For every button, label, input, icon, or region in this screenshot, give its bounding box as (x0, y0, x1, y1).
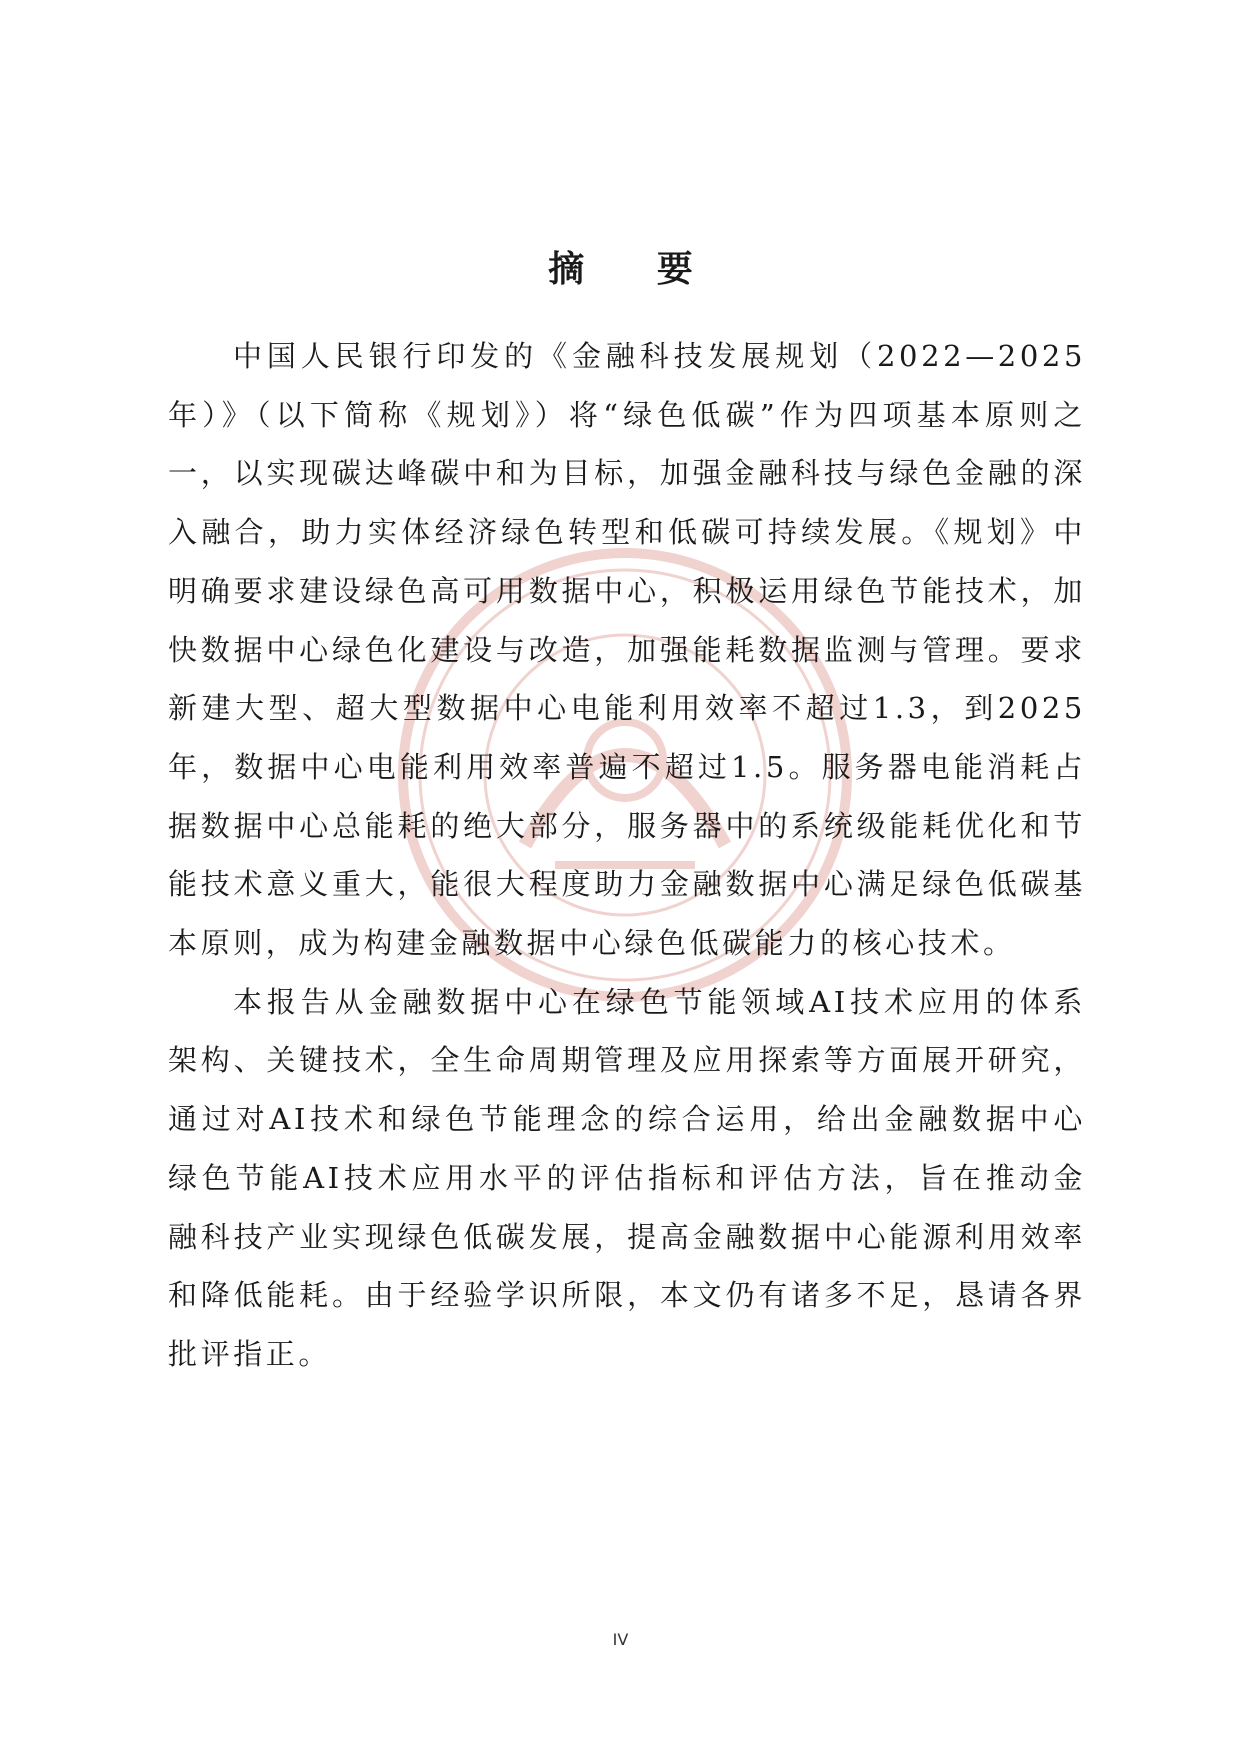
abstract-paragraph: 中国人民银行印发的《金融科技发展规划（2022—2025年）》（以下简称《规划》）将“绿色低碳”作为四项基本原则之一，以实现碳达峰碳中和为目标，加强金融科技与绿色金融的深入融合，助力实体经济绿色转型和低碳可持续发展。《规划》中明确要求建设绿色高可用数据中心，积极运用绿色节能技术，加快数据中心绿色化建设与改造，加强能耗数据监测与管理。要求新建大型、超大型数据中心电能利用效率不超过1.3，到2025年，数据中心电能利用效率普遍不超过1.5。服务器电能消耗占据数据中心总能耗的绝大部分，服务器中的系统级能耗优化和节能技术意义重大，能很大程度助力金融数据中心满足绿色低碳基本原则，成为构建金融数据中心绿色低碳能力的核心技术。 (168, 339, 1086, 961)
page-number: IV (612, 1630, 629, 1649)
page-title: 摘 要 (548, 249, 723, 291)
abstract-paragraph: 本报告从金融数据中心在绿色节能领域AI技术应用的体系架构、关键技术，全生命周期管理及应用探索等方面展开研究，通过对AI技术和绿色节能理念的综合运用，给出金融数据中心绿色节能AI技术应用水平的评估指标和评估方法，旨在推动金融科技产业实现绿色低碳发展，提高金融数据中心能源利用效率和降低能耗。由于经验学识所限，本文仍有诸多不足，恳请各界批评指正。 (168, 984, 1086, 1371)
abstract-body (168, 327, 1086, 1384)
